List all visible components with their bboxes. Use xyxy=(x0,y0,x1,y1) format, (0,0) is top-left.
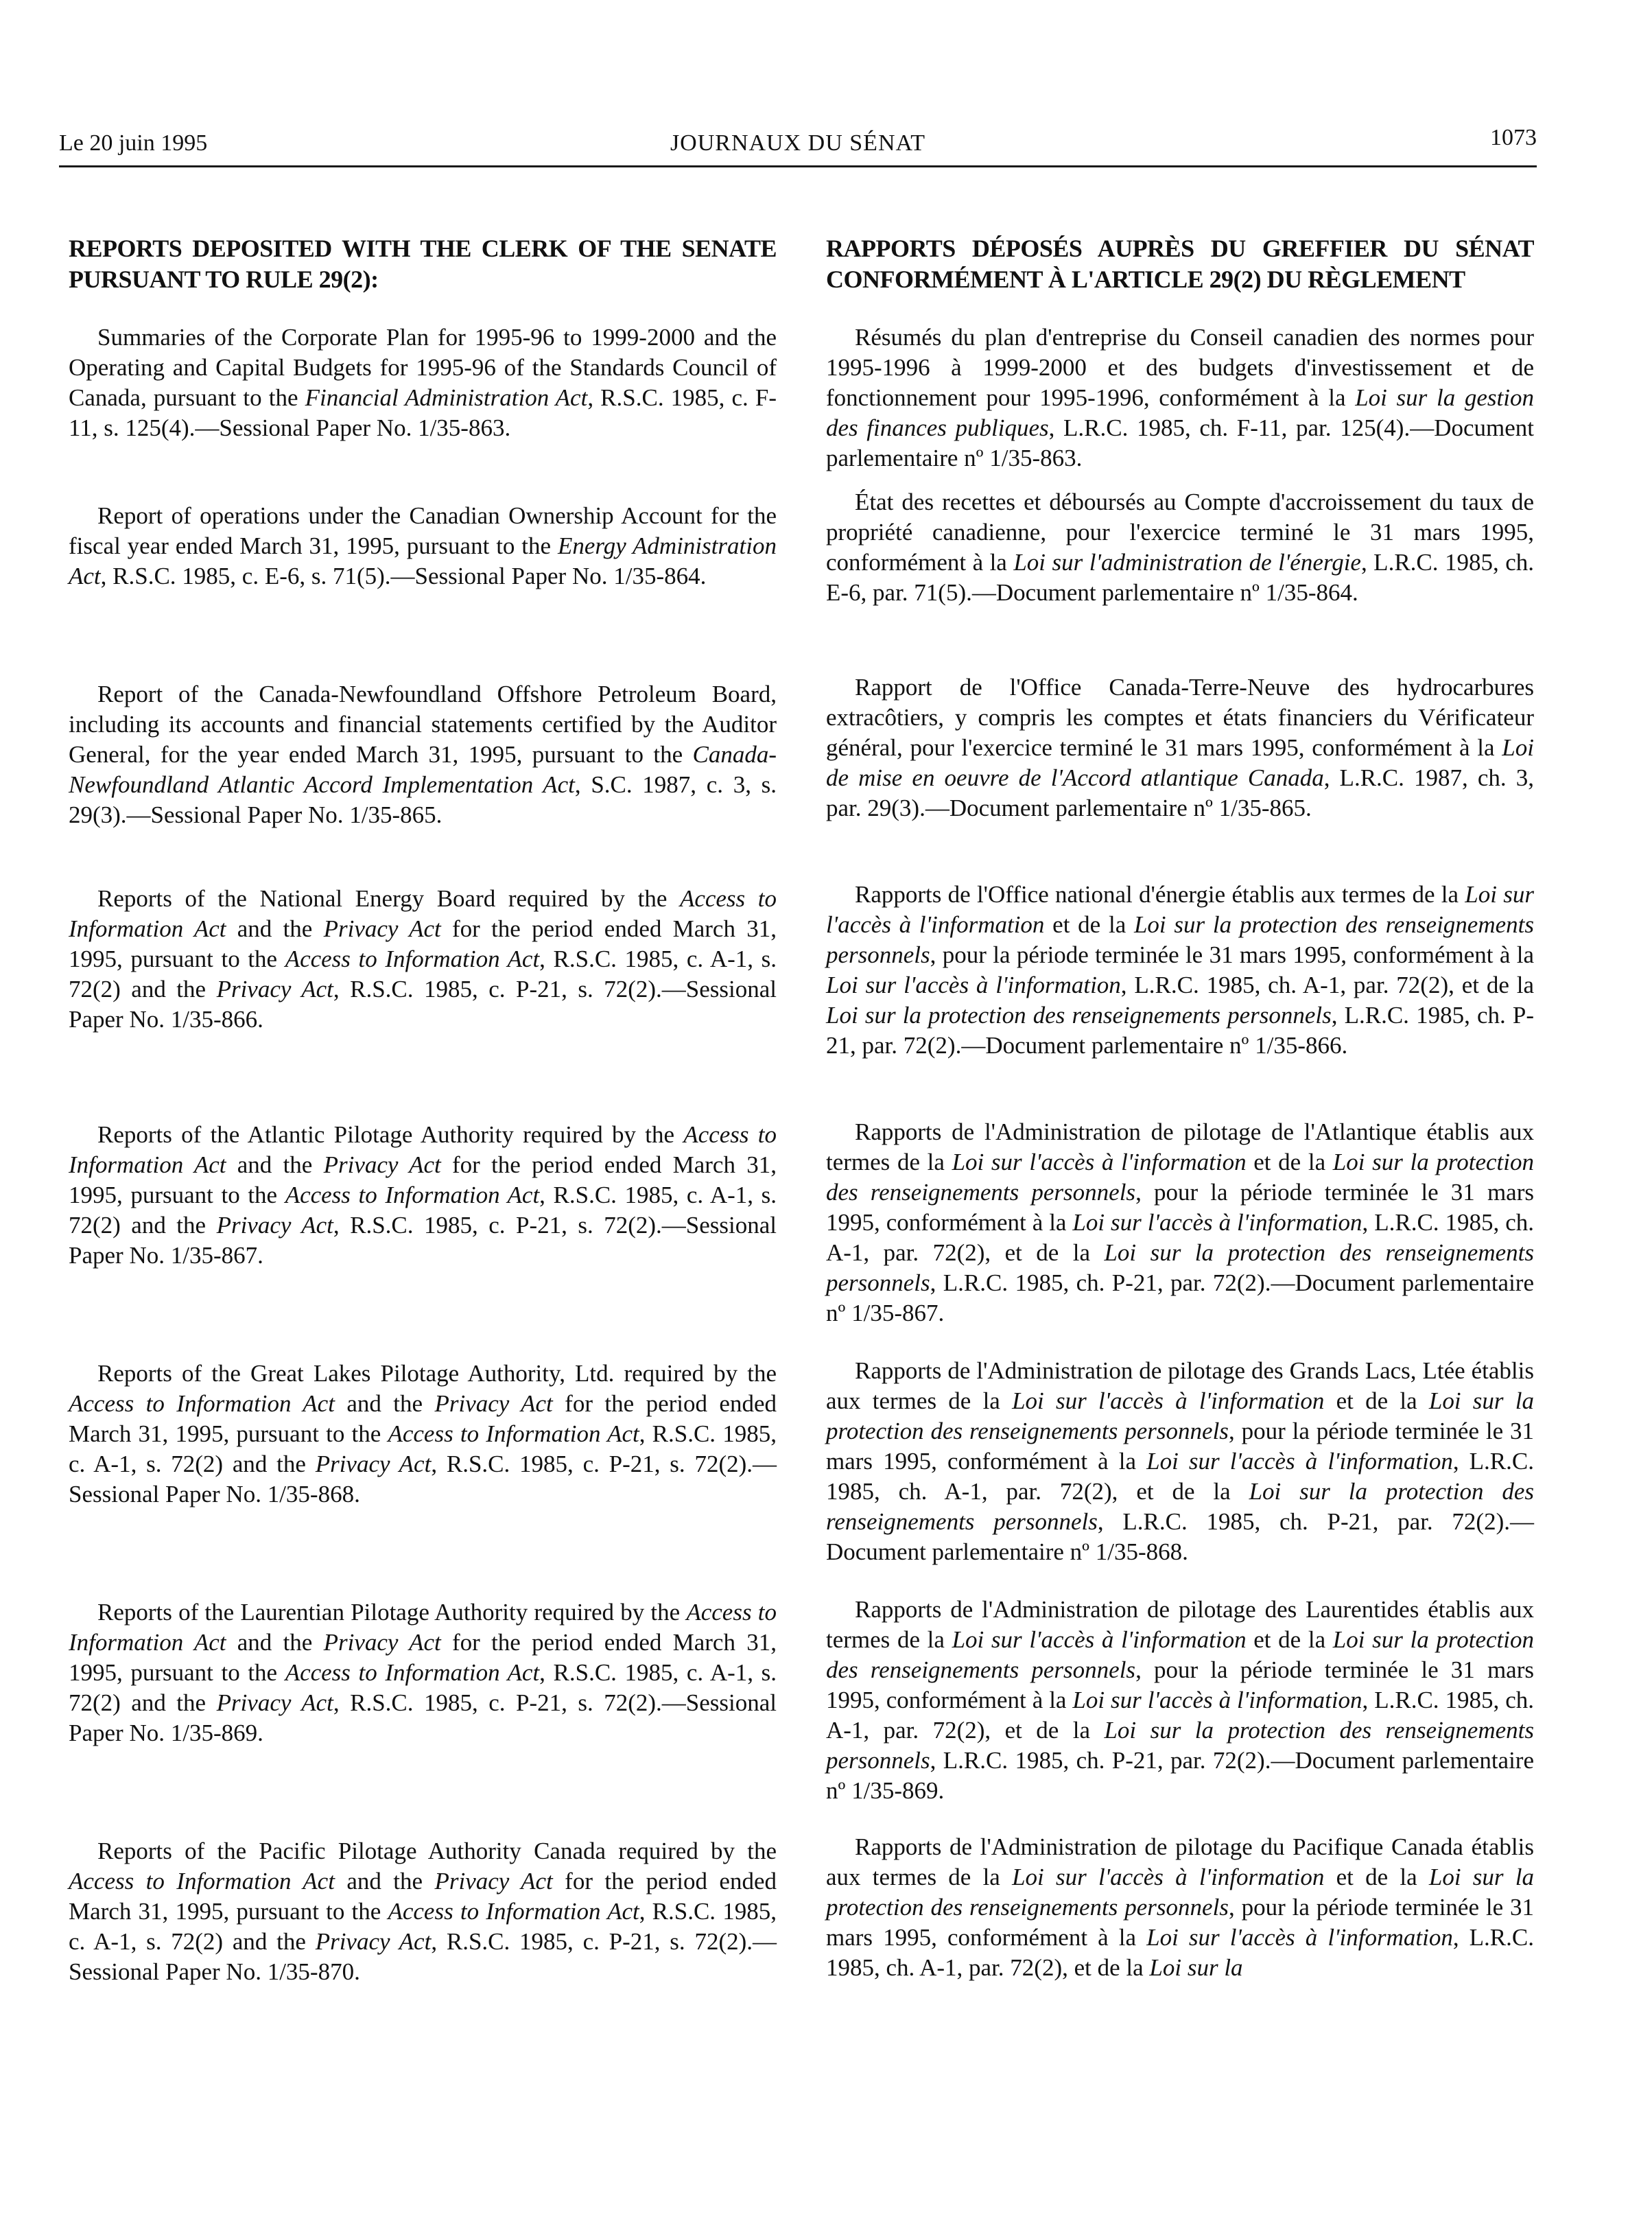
statute-title: Canada-Newfoundland Atlantic Accord Implementation Act xyxy=(69,741,777,798)
statute-title: Privacy Act xyxy=(216,1689,333,1716)
statute-title: Loi sur l'accès à l'information xyxy=(952,1149,1247,1175)
header-date: Le 20 juin 1995 xyxy=(59,130,208,156)
statute-title: Loi sur la protection des renseignements personnels xyxy=(826,1002,1332,1029)
statute-title: Privacy Act xyxy=(323,1629,441,1656)
english-entry: Reports of the Laurentian Pilotage Authority required by the Access to Information Act and the Privacy Act for the period ended March 31, 1995, pursuant to the Access to Information Act, R.S.C. 1985, c. A-1, s. 72(2) and the Privacy Act, R.S.C. 1985, c. P-21, s. 72(2).—Sessional Paper No. 1/35-869. xyxy=(69,1599,777,1746)
statute-title: Access to Information Act xyxy=(69,1868,335,1895)
statute-title: Loi sur l'accès à l'information xyxy=(826,881,1534,938)
statute-title: Loi sur l'accès à l'information xyxy=(1072,1209,1362,1236)
statute-title: Privacy Act xyxy=(216,1212,333,1239)
header-rule xyxy=(59,165,1537,167)
french-entry: Rapports de l'Administration de pilotage des Laurentides établis aux termes de la Loi sur l'accès à l'information et de la Loi sur la protection des renseignements personnels, pour la période terminée le 31 mars 1995, conformément à la Loi sur l'accès à l'information, L.R.C. 1985, ch. A-1, par. 72(2), et de la Loi sur la protection des renseignements personnels, L.R.C. 1985, ch. P-21, par. 72(2).—Document parlementaire nº 1/35-869. xyxy=(826,1596,1534,1804)
statute-title: Access to Information Act xyxy=(69,1599,777,1656)
english-entry: Reports of the Atlantic Pilotage Authority required by the Access to Information Act and the Privacy Act for the period ended March 31, 1995, pursuant to the Access to Information Act, R.S.C. 1985, c. A-1, s. 72(2) and the Privacy Act, R.S.C. 1985, c. P-21, s. 72(2).—Sessional Paper No. 1/35-867. xyxy=(69,1121,777,1269)
statute-title: Loi sur la protection des renseignements personnels xyxy=(826,1478,1535,1535)
statute-title: Access to Information Act xyxy=(285,946,540,972)
statute-title: Access to Information Act xyxy=(285,1182,540,1208)
statute-title: Privacy Act xyxy=(216,976,333,1002)
french-entry: Rapports de l'Administration de pilotage de l'Atlantique établis aux termes de la Loi sur l'accès à l'information et de la Loi sur la protection des renseignements personnels, pour la période terminée le 31 mars 1995, conformément à la Loi sur l'accès à l'information, L.R.C. 1985, ch. A-1, par. 72(2), et de la Loi sur la protection des renseignements personnels, L.R.C. 1985, ch. P-21, par. 72(2).—Document parlementaire nº 1/35-867. xyxy=(826,1118,1534,1326)
statute-title: Loi sur la protection des renseignements personnels xyxy=(826,911,1534,968)
french-entry: Rapports de l'Administration de pilotage du Pacifique Canada établis aux termes de la Loi sur l'accès à l'information et de la Loi sur la protection des renseignements personnels, pour la période terminée le 31 mars 1995, conformément à la Loi sur l'accès à l'information, L.R.C. 1985, ch. A-1, par. 72(2), et de la Loi sur la xyxy=(826,1833,1534,1981)
statute-title: Loi sur l'accès à l'information xyxy=(1146,1924,1453,1951)
statute-title: Privacy Act xyxy=(315,1928,432,1955)
english-entry: Reports of the Pacific Pilotage Authority Canada required by the Access to Information Act and the Privacy Act for the period ended March 31, 1995, pursuant to the Access to Information Act, R.S.C. 1985, c. A-1, s. 72(2) and the Privacy Act, R.S.C. 1985, c. P-21, s. 72(2).—Sessional Paper No. 1/35-870. xyxy=(69,1838,777,1985)
statute-title: Loi sur l'accès à l'information xyxy=(826,972,1121,998)
header-title: JOURNAUX DU SÉNAT xyxy=(670,130,926,156)
statute-title: Access to Information Act xyxy=(69,1390,335,1417)
statute-title: Loi sur l'administration de l'énergie xyxy=(1013,549,1361,576)
english-heading: REPORTS DEPOSITED WITH THE CLERK OF THE SENATE PURSUANT TO RULE 29(2): xyxy=(69,235,777,293)
statute-title: Access to Information Act xyxy=(388,1420,639,1447)
french-entry: Résumés du plan d'entreprise du Conseil canadien des normes pour 1995-1996 à 1999-2000 et des budgets d'investissement et de fonctionnement pour 1995-1996, conformément à la Loi sur la gestion des finances publiques, L.R.C. 1985, ch. F-11, par. 125(4).—Document parlementaire nº 1/35-863. xyxy=(826,324,1534,471)
statute-title: Loi sur l'accès à l'information xyxy=(1146,1448,1453,1475)
statute-title: Privacy Act xyxy=(434,1390,553,1417)
english-entry: Summaries of the Corporate Plan for 1995-96 to 1999-2000 and the Operating and Capital Budgets for 1995-96 of the Standards Council of Canada, pursuant to the Financial Administration Act, R.S.C. 1985, c. F-11, s. 125(4).—Sessional Paper No. 1/35-863. xyxy=(69,324,777,441)
english-entry: Report of operations under the Canadian Ownership Account for the fiscal year ended March 31, 1995, pursuant to the Energy Administration Act, R.S.C. 1985, c. E-6, s. 71(5).—Sessional Paper No. 1/35-864. xyxy=(69,502,777,589)
page-number: 1073 xyxy=(1490,125,1537,150)
statute-title: Loi sur la protection des renseignements personnels xyxy=(826,1626,1534,1683)
statute-title: Loi de mise en oeuvre de l'Accord atlantique Canada xyxy=(826,734,1534,791)
english-entry: Report of the Canada-Newfoundland Offshore Petroleum Board, including its accounts and financial statements certified by the Auditor General, for the year ended March 31, 1995, pursuant to the Canada-Newfoundland Atlantic Accord Implementation Act, S.C. 1987, c. 3, s. 29(3).—Sessional Paper No. 1/35-865. xyxy=(69,681,777,828)
statute-title: Loi sur l'accès à l'information xyxy=(1072,1687,1362,1713)
statute-title: Loi sur la gestion des finances publiques xyxy=(826,384,1534,441)
statute-title: Access to Information Act xyxy=(69,1121,777,1178)
english-entry: Reports of the Great Lakes Pilotage Authority, Ltd. required by the Access to Information Act and the Privacy Act for the period ended March 31, 1995, pursuant to the Access to Information Act, R.S.C. 1985, c. A-1, s. 72(2) and the Privacy Act, R.S.C. 1985, c. P-21, s. 72(2).—Sessional Paper No. 1/35-868. xyxy=(69,1360,777,1508)
statute-title: Loi sur la protection des renseignements personnels xyxy=(826,1239,1534,1296)
statute-title: Privacy Act xyxy=(434,1868,553,1895)
statute-title: Loi sur la protection des renseignements personnels xyxy=(826,1149,1534,1206)
statute-title: Privacy Act xyxy=(315,1451,432,1477)
statute-title: Loi sur l'accès à l'information xyxy=(1012,1387,1325,1414)
french-heading: RAPPORTS DÉPOSÉS AUPRÈS DU GREFFIER DU SÉNAT CONFORMÉMENT À L'ARTICLE 29(2) DU RÈGLEMENT xyxy=(826,235,1534,293)
statute-title: Loi sur la protection des renseignements personnels xyxy=(826,1387,1534,1444)
statute-title: Privacy Act xyxy=(323,1151,441,1178)
statute-title: Energy Administration Act xyxy=(69,532,777,589)
statute-title: Loi sur la protection des renseignements personnels xyxy=(826,1717,1534,1774)
statute-title: Loi sur l'accès à l'information xyxy=(1012,1864,1325,1890)
statute-title: Loi sur la xyxy=(1149,1954,1243,1981)
french-entry: État des recettes et déboursés au Compte d'accroissement du taux de propriété canadienne, pour l'exercice terminé le 31 mars 1995, conformément à la Loi sur l'administration de l'énergie, L.R.C. 1985, ch. E-6, par. 71(5).—Document parlementaire nº 1/35-864. xyxy=(826,489,1535,606)
french-entry: Rapports de l'Administration de pilotage des Grands Lacs, Ltée établis aux termes de la Loi sur l'accès à l'information et de la Loi sur la protection des renseignements personnels, pour la période terminée le 31 mars 1995, conformément à la Loi sur l'accès à l'information, L.R.C. 1985, ch. A-1, par. 72(2), et de la Loi sur la protection des renseignements personnels, L.R.C. 1985, ch. P-21, par. 72(2).—Document parlementaire nº 1/35-868. xyxy=(826,1357,1535,1565)
statute-title: Access to Information Act xyxy=(69,885,777,942)
statute-title: Access to Information Act xyxy=(388,1898,639,1925)
statute-title: Access to Information Act xyxy=(285,1659,540,1686)
statute-title: Loi sur la protection des renseignements personnels xyxy=(826,1864,1534,1921)
running-header xyxy=(59,121,1537,162)
statute-title: Financial Administration Act xyxy=(305,384,588,411)
french-entry: Rapport de l'Office Canada-Terre-Neuve des hydrocarbures extracôtiers, y compris les comptes et états financiers du Vérificateur général, pour l'exercice terminé le 31 mars 1995, conformément à la Loi de mise en oeuvre de l'Accord atlantique Canada, L.R.C. 1987, ch. 3, par. 29(3).—Document parlementaire nº 1/35-865. xyxy=(826,674,1534,821)
statute-title: Loi sur l'accès à l'information xyxy=(952,1626,1247,1653)
english-entry: Reports of the National Energy Board required by the Access to Information Act and the Privacy Act for the period ended March 31, 1995, pursuant to the Access to Information Act, R.S.C. 1985, c. A-1, s. 72(2) and the Privacy Act, R.S.C. 1985, c. P-21, s. 72(2).—Sessional Paper No. 1/35-866. xyxy=(69,885,777,1033)
french-entry: Rapports de l'Office national d'énergie établis aux termes de la Loi sur l'accès à l'information et de la Loi sur la protection des renseignements personnels, pour la période terminée le 31 mars 1995, conformément à la Loi sur l'accès à l'information, L.R.C. 1985, ch. A-1, par. 72(2), et de la Loi sur la protection des renseignements personnels, L.R.C. 1985, ch. P-21, par. 72(2).—Document parlementaire nº 1/35-866. xyxy=(826,881,1534,1059)
statute-title: Privacy Act xyxy=(323,915,441,942)
